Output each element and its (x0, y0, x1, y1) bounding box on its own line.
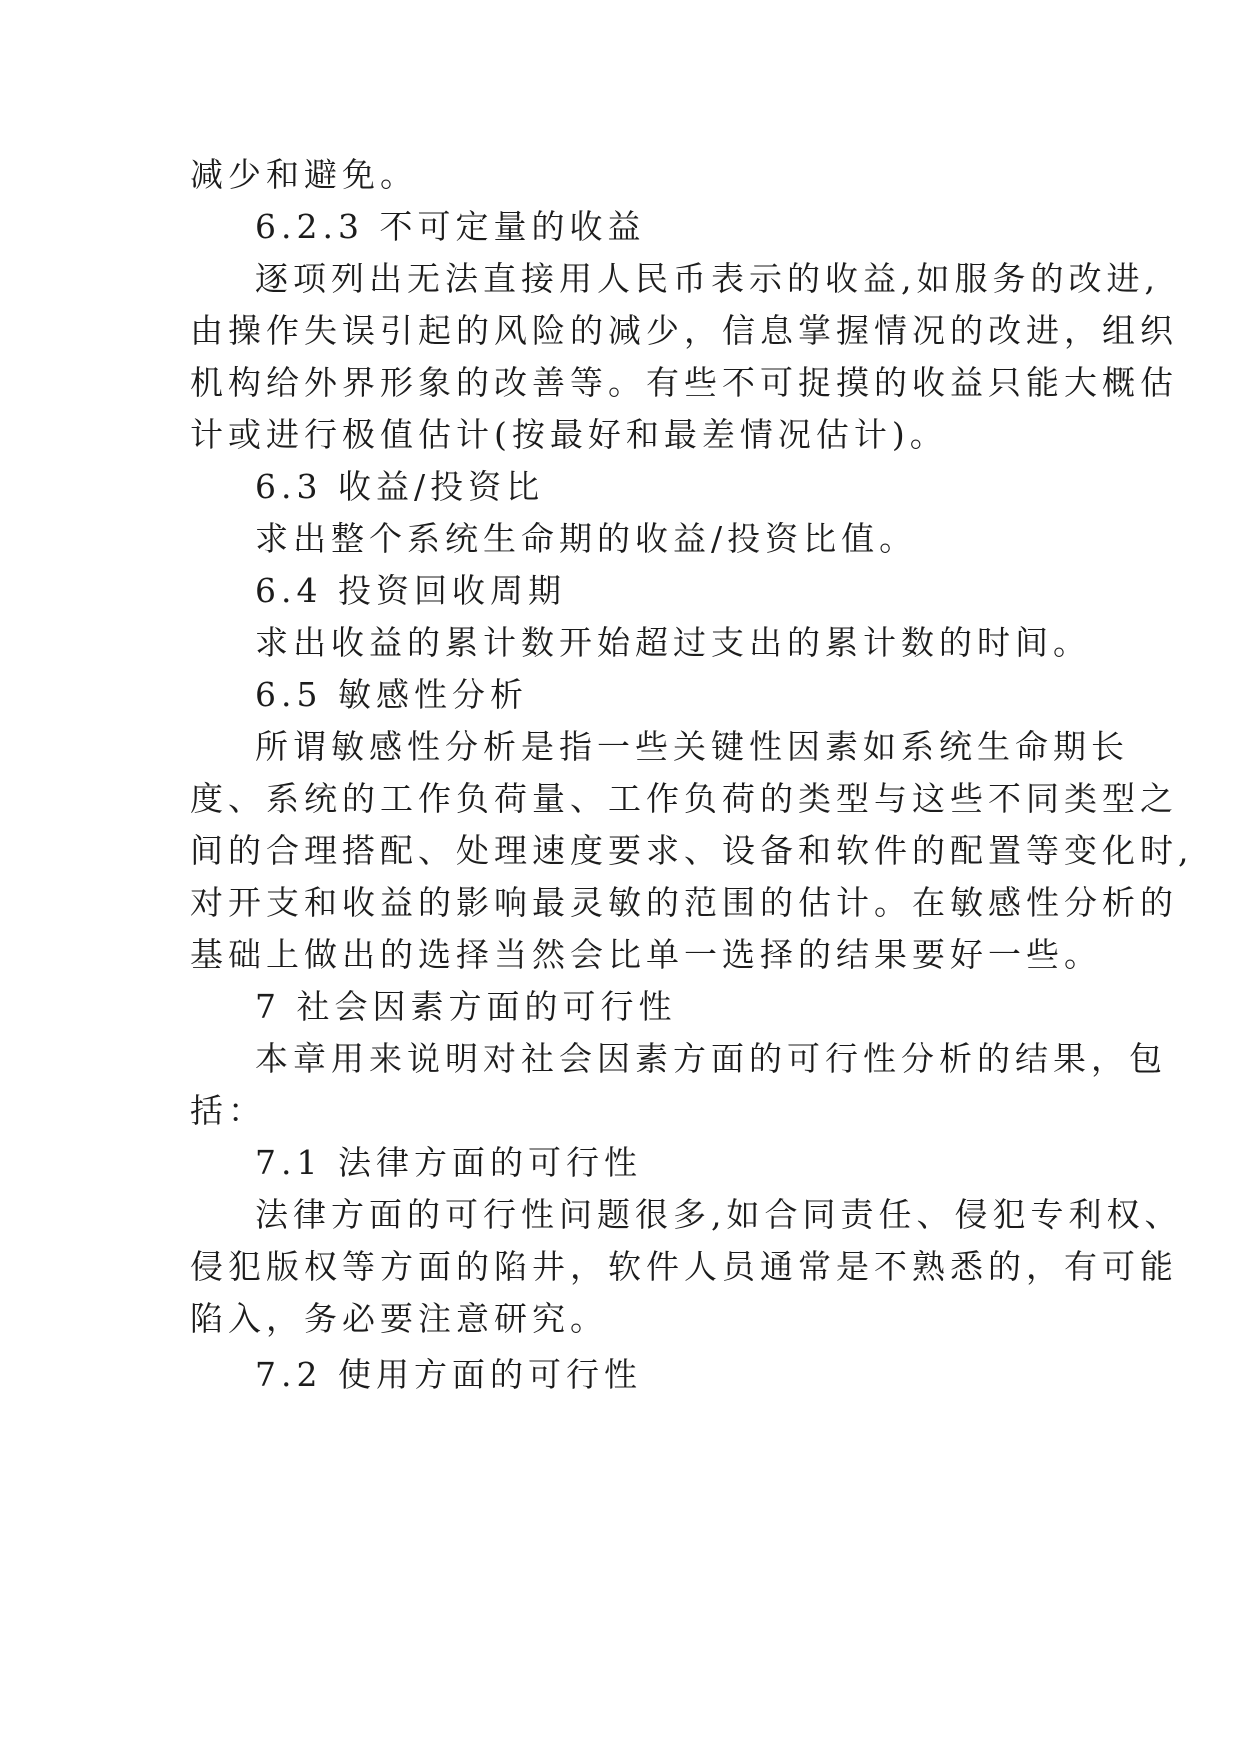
body-text-line: 间的合理搭配、处理速度要求、设备和软件的配置等变化时, (190, 831, 1194, 870)
section-heading-7: 7 社会因素方面的可行性 (255, 987, 677, 1026)
section-heading-7-1: 7.1 法律方面的可行性 (255, 1143, 642, 1182)
body-text-line: 括： (190, 1091, 266, 1130)
body-text-line: 基础上做出的选择当然会比单一选择的结果要好一些。 (190, 935, 1102, 974)
body-text-line: 减少和避免。 (190, 155, 418, 194)
section-heading-7-2: 7.2 使用方面的可行性 (255, 1355, 642, 1394)
body-text-line: 计或进行极值估计(按最好和最差情况估计)。 (190, 415, 948, 454)
body-text-line: 侵犯版权等方面的陷井，软件人员通常是不熟悉的，有可能 (190, 1247, 1178, 1286)
section-heading-6-2-3: 6.2.3 不可定量的收益 (255, 207, 646, 246)
body-text-line: 所谓敏感性分析是指一些关键性因素如系统生命期长 (255, 727, 1129, 766)
body-text-line: 逐项列出无法直接用人民币表示的收益,如服务的改进, (255, 259, 1160, 298)
body-text-line: 陷入，务必要注意研究。 (190, 1299, 608, 1338)
section-heading-6-4: 6.4 投资回收周期 (255, 571, 566, 610)
body-text-line: 求出收益的累计数开始超过支出的累计数的时间。 (255, 623, 1091, 662)
body-text-line: 机构给外界形象的改善等。有些不可捉摸的收益只能大概估 (190, 363, 1178, 402)
body-text-line: 本章用来说明对社会因素方面的可行性分析的结果，包 (255, 1039, 1167, 1078)
section-heading-6-3: 6.3 收益/投资比 (255, 467, 545, 506)
body-text-line: 由操作失误引起的风险的减少，信息掌握情况的改进，组织 (190, 311, 1178, 350)
body-text-line: 法律方面的可行性问题很多,如合同责任、侵犯专利权、 (255, 1195, 1183, 1234)
body-text-line: 度、系统的工作负荷量、工作负荷的类型与这些不同类型之 (190, 779, 1178, 818)
body-text-line: 对开支和收益的影响最灵敏的范围的估计。在敏感性分析的 (190, 883, 1178, 922)
body-text-line: 求出整个系统生命期的收益/投资比值。 (255, 519, 918, 558)
section-heading-6-5: 6.5 敏感性分析 (255, 675, 528, 714)
